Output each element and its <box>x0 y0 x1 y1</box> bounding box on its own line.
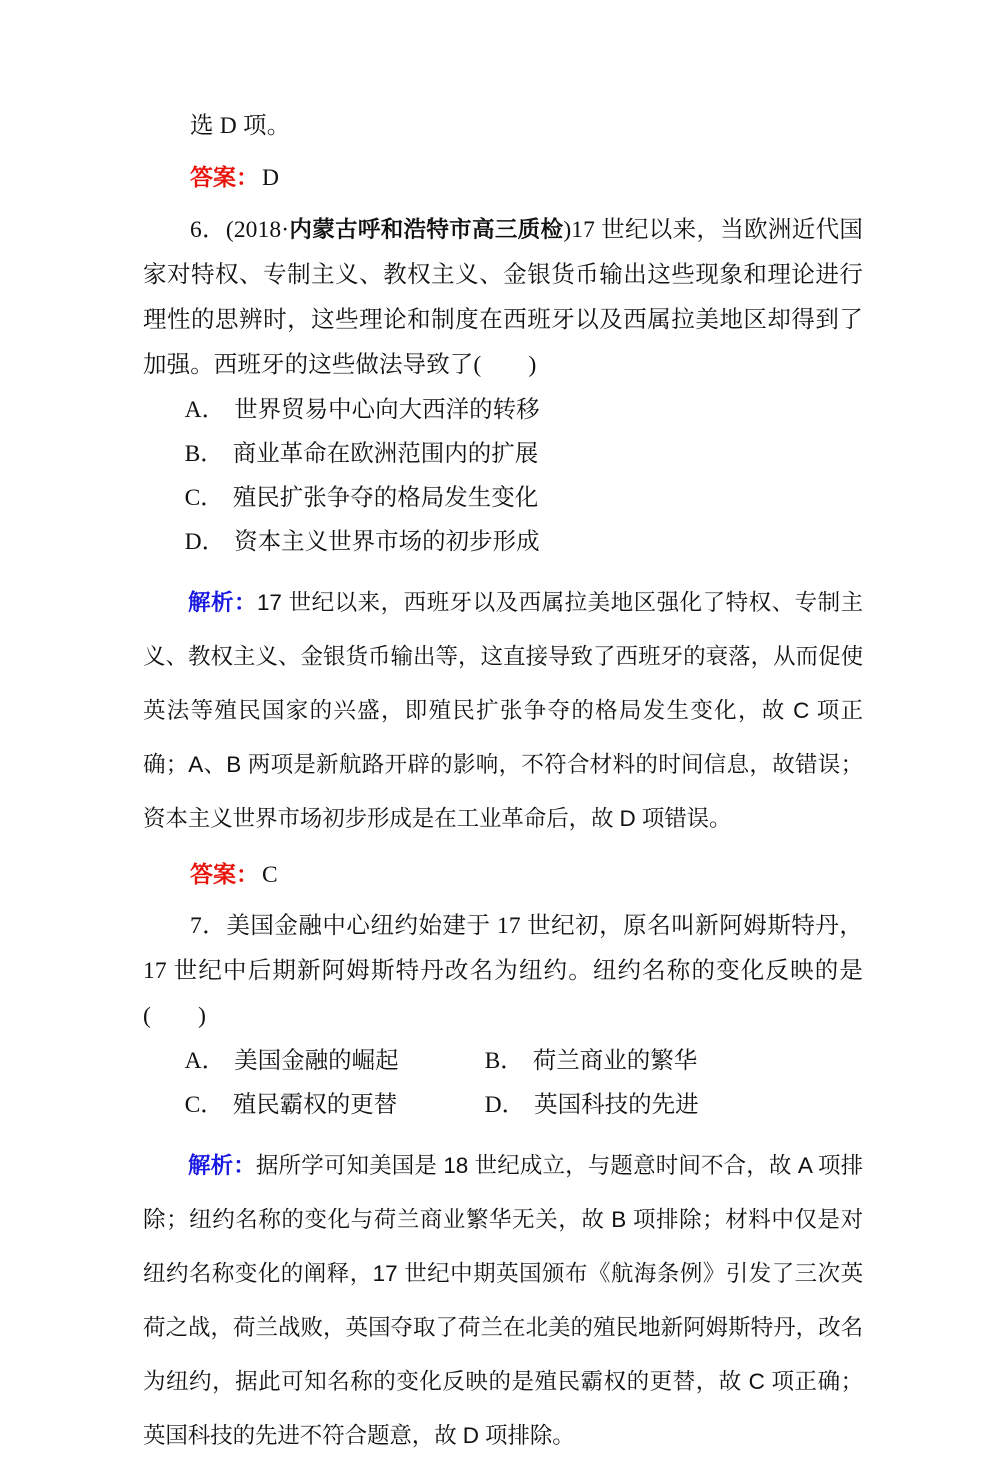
option-label: A． <box>184 397 226 423</box>
option-label: A． <box>184 1048 226 1074</box>
explanation-label: 解析 <box>188 590 234 615</box>
explanation-label: 解析 <box>188 1153 234 1178</box>
question-6-source-name: 内蒙古呼和浩特市高三质检 <box>289 217 564 242</box>
question-6-stem-text: 17 世纪以来，当欧洲近代国家对特权、专制主义、教权主义、金银货币输出这些现象和理论进行理性的思辨时，这些理论和制度在西班牙以及西属拉美地区却得到了加强。西班牙的这些做法导致了 <box>143 217 864 378</box>
question-6-option-a[interactable] <box>185 388 863 432</box>
carryover-tail-text: 选 D 项。 <box>190 113 291 139</box>
question-7-option-b[interactable] <box>485 1039 785 1083</box>
question-7-options-row-2 <box>185 1083 845 1127</box>
option-label: C． <box>184 485 224 511</box>
question-6-explanation <box>143 576 863 846</box>
option-label: D． <box>484 1092 526 1118</box>
explanation-text: 据所学可知美国是 18 世纪成立，与题意时间不合，故 A 项排除；纽约名称的变化与荷兰商业繁华无关，故 B 项排除；材料中仅是对纽约名称变化的阐释，17 世纪中期英国颁布《航海条例》引发了三次英荷之战，荷兰战败，英国夺取了荷兰在北美的殖民地新阿姆斯特丹，改名为纽约，据此可知名称的变化反映的是殖民霸权的更替，故 C 项正确；英国科技的先进不符合题意，故 D 项排除。 <box>143 1153 863 1448</box>
option-text: 美国金融的崛起 <box>234 1048 399 1074</box>
question-7-stem <box>143 904 863 1039</box>
option-text: 商业革命在欧洲范围内的扩展 <box>232 441 539 467</box>
answer-colon: ： <box>236 861 259 887</box>
question-6-source-prefix: (2018· <box>225 217 290 243</box>
question-6-source-suffix: ) <box>563 217 572 243</box>
question-7-option-d[interactable] <box>485 1083 785 1127</box>
question-7-stem-text: 美国金融中心纽约始建于 17 世纪初，原名叫新阿姆斯特丹，17 世纪中后期新阿姆斯特丹改名为纽约。纽约名称的变化反映的是 <box>143 913 864 984</box>
question-6-answer-row <box>143 852 863 898</box>
question-6-option-c[interactable] <box>185 476 863 520</box>
option-label: B． <box>184 441 224 467</box>
option-text: 资本主义世界市场的初步形成 <box>234 529 540 555</box>
question-7-answer-bracket: ( ) <box>143 1003 207 1029</box>
option-text: 荷兰商业的繁华 <box>532 1048 698 1074</box>
question-6-answer-bracket: ( ) <box>473 352 537 378</box>
answer-value: C <box>262 862 278 888</box>
answer-label: 答案 <box>190 861 236 887</box>
option-text: 殖民霸权的更替 <box>232 1092 398 1118</box>
question-7-explanation <box>143 1139 863 1463</box>
option-text: 英国科技的先进 <box>534 1092 699 1118</box>
option-text: 世界贸易中心向大西洋的转移 <box>234 397 540 423</box>
explanation-colon: ： <box>233 1153 256 1178</box>
question-7-option-c[interactable] <box>185 1083 485 1127</box>
explanation-text: 17 世纪以来，西班牙以及西属拉美地区强化了特权、专制主义、教权主义、金银货币输出等，这直接导致了西班牙的衰落，从而促使英法等殖民国家的兴盛，即殖民扩张争夺的格局发生变化，故 C 项正确；A、B 两项是新航路开辟的影响，不符合材料的时间信息，故错误；资本主义世界市场初步形成是在工业革命后，故 D 项错误。 <box>143 590 863 831</box>
question-6-option-b[interactable] <box>185 432 863 476</box>
question-6-stem <box>143 207 863 388</box>
option-text: 殖民扩张争夺的格局发生变化 <box>232 485 539 511</box>
option-label: B． <box>484 1048 524 1074</box>
page-content <box>143 104 863 1463</box>
explanation-colon: ： <box>234 590 257 615</box>
answer-label: 答案 <box>190 164 236 190</box>
question-6-options <box>143 388 863 564</box>
answer-colon: ： <box>236 164 259 190</box>
question-6-number: 6． <box>190 217 226 243</box>
question-7-options <box>143 1039 845 1127</box>
question-7-options-row-1 <box>185 1039 845 1083</box>
answer-row-previous <box>143 155 863 201</box>
question-6-option-d[interactable] <box>185 520 863 564</box>
question-7-option-a[interactable] <box>185 1039 485 1083</box>
option-label: C． <box>184 1092 224 1118</box>
question-7-number: 7． <box>190 913 227 939</box>
option-label: D． <box>184 529 226 555</box>
answer-value: D <box>262 165 279 191</box>
